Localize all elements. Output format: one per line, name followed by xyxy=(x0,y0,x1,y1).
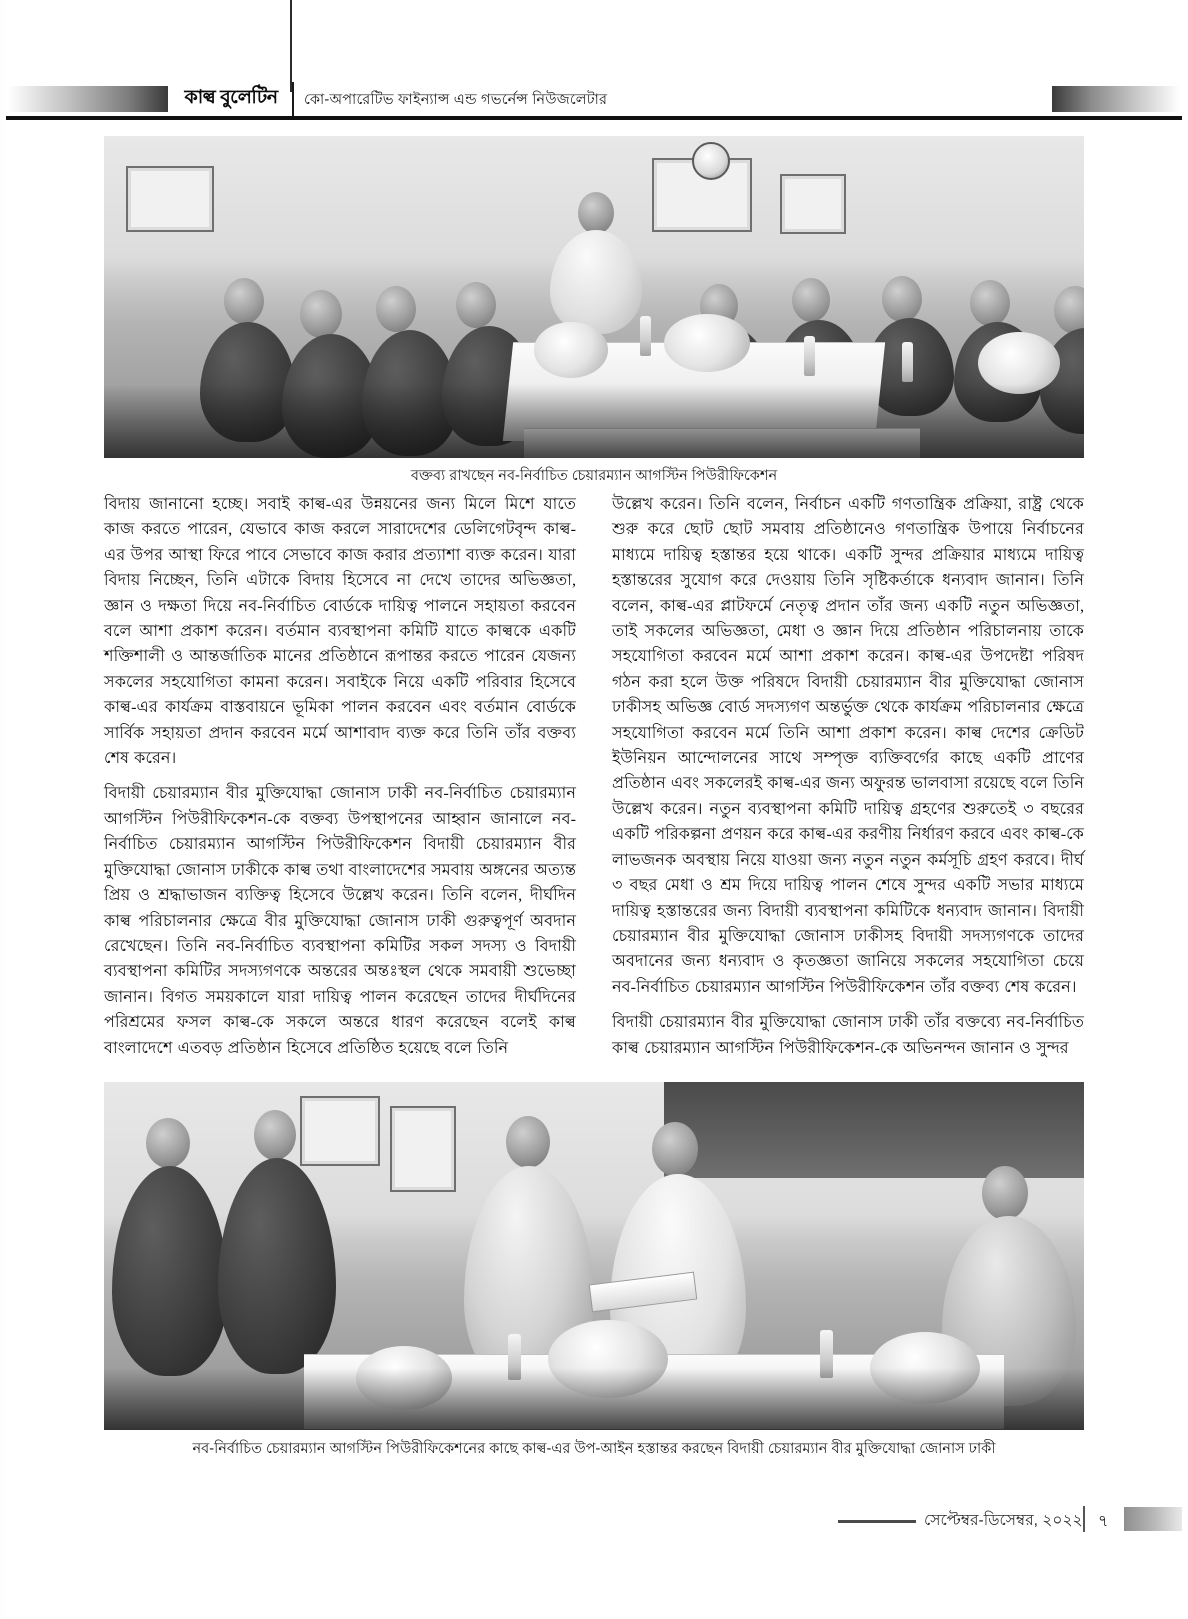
photo-person-head xyxy=(982,1166,1028,1220)
masthead-divider xyxy=(292,82,294,116)
photo-person-head xyxy=(376,286,416,332)
photo-person-head xyxy=(146,1118,190,1168)
photo-person-head xyxy=(224,278,264,324)
paragraph: বিদায়ী চেয়ারম্যান বীর মুক্তিযোদ্ধা জোনাস ঢাকী নব-নির্বাচিত চেয়ারম্যান আগস্টিন পিউরীফিকেশন-কে বক্তব্য উপস্থাপনের আহ্বান জানালে নব-নির্বাচিত চেয়ারম্যান আগস্টিন পিউরীফিকেশন বিদায়ী চেয়ারম্যান বীর মুক্তিযোদ্ধা জোনাস ঢাকীকে কাল্ব তথা বাংলাদেশের সমবায় অঙ্গনের অত্যন্ত প্রিয় ও শ্রদ্ধাভাজন ব্যক্তিত্ব হিসেবে উল্লেখ করেন। তিনি বলেন, দীর্ঘদিন কাল্ব পরিচালনার ক্ষেত্রে বীর মুক্তিযোদ্ধা জোনাস ঢাকী গুরুত্বপূর্ণ অবদান রেখেছেন। তিনি নব-নির্বাচিত ব্যবস্থাপনা কমিটির সকল সদস্য ও বিদায়ী ব্যবস্থাপনা কমিটির সদস্যগণকে অন্তরের অন্তঃস্থল থেকে সমবায়ী শুভেচ্ছা জানান। বিগত সময়কালে যারা দায়িত্ব পালন করেছেন তাদের দীর্ঘদিনের পরিশ্রমের ফসল কাল্ব-কে সকলে অন্তরে ধারণ করেছেন বলেই কাল্ব বাংলাদেশে এতবড় প্রতিষ্ঠান হিসেবে প্রতিষ্ঠিত হয়েছে বলে তিনি xyxy=(104,784,576,1057)
photo-person-head xyxy=(652,1122,698,1176)
figure-caption-top: বক্তব্য রাখছেন নব-নির্বাচিত চেয়ারম্যান আগস্টিন পিউরীফিকেশন xyxy=(410,468,778,484)
photo-water-bottle xyxy=(640,316,651,356)
photo-person-head xyxy=(578,192,614,234)
paragraph: বিদায়ী চেয়ারম্যান বীর মুক্তিযোদ্ধা জোনাস ঢাকী তাঁর বক্তব্যে নব-নির্বাচিত কাল্ব চেয়ারম্যান আগস্টিন পিউরীফিকেশন-কে অভিনন্দন জানান ও সুন্দর xyxy=(612,1013,1084,1057)
footer-issue-date: সেপ্টেম্বর-ডিসেম্বর, ২০২২ xyxy=(924,1512,1083,1529)
publication-logo: কাল্ব বুলেটিন xyxy=(184,87,278,108)
footer-rule xyxy=(838,1520,916,1523)
footer-separator xyxy=(1083,1506,1085,1532)
page-number: ৭ xyxy=(1098,1513,1109,1530)
photo-person-head xyxy=(300,290,342,338)
masthead-rule xyxy=(6,116,1182,120)
footer-gradient-bar xyxy=(1124,1507,1182,1531)
photo-foreground-shadow xyxy=(104,384,1084,458)
masthead-gradient-right xyxy=(1052,86,1180,112)
article-column-right xyxy=(612,492,1084,1072)
figure-caption-bottom: নব-নির্বাচিত চেয়ারম্যান আগস্টিন পিউরীফিকেশনের কাছে কাল্ব-এর উপ-আইন হস্তান্তর করছেন বিদায়ী চেয়ারম্যান বীর মুক্তিযোদ্ধা জোনাস ঢাকী xyxy=(192,1441,996,1457)
scan-edge-band xyxy=(0,0,8,1619)
photo-foreground-shadow xyxy=(104,1368,1084,1430)
photo-water-bottle xyxy=(902,342,913,382)
wall-clock-icon xyxy=(692,142,730,180)
masthead xyxy=(0,82,1188,118)
photo-wall-poster xyxy=(300,1096,380,1166)
photo-wall-poster xyxy=(780,174,846,234)
photo-water-bottle xyxy=(804,336,815,376)
crop-mark-line xyxy=(290,0,292,92)
photo-person-head xyxy=(506,1116,550,1168)
photo-handover-of-bylaws xyxy=(104,1082,1084,1430)
photo-person-head xyxy=(254,1110,296,1160)
article-column-left xyxy=(104,492,576,1072)
photo-wall-poster xyxy=(390,1106,456,1192)
photo-wall-poster xyxy=(126,166,214,232)
publication-subtitle: কো-অপারেটিভ ফাইন্যান্স এন্ড গভর্নেন্স নিউজলেটার xyxy=(304,92,608,108)
photo-back-wall-dark xyxy=(664,1082,1084,1178)
photo-person-head xyxy=(970,280,1010,326)
paragraph: উল্লেখ করেন। তিনি বলেন, নির্বাচন একটি গণতান্ত্রিক প্রক্রিয়া, রাষ্ট্র থেকে শুরু করে ছোট ছোট সমবায় প্রতিষ্ঠানেও গণতান্ত্রিক উপায়ে নির্বাচনের মাধ্যমে দায়িত্ব হস্তান্তর হয়ে থাকে। একটি সুন্দর প্রক্রিয়ার মাধ্যমে দায়িত্ব হস্তান্তরের সুযোগ করে দেওয়ায় তিনি সৃষ্টিকর্তাকে ধন্যবাদ জানান। তিনি বলেন, কাল্ব-এর প্লাটফর্মে নেতৃত্ব প্রদান তাঁর জন্য একটি নতুন অভিজ্ঞতা, তাই সকলের অভিজ্ঞতা, মেধা ও জ্ঞান দিয়ে প্রতিষ্ঠান পরিচালনায় তাকে সহযোগিতা করবেন মর্মে আশা প্রকাশ করেন। কাল্ব-এর উপদেষ্টা পরিষদ গঠন করা হলে উক্ত পরিষদে বিদায়ী চেয়ারম্যান বীর মুক্তিযোদ্ধা জোনাস ঢাকীসহ অভিজ্ঞ বোর্ড সদস্যগণ অন্তর্ভুক্ত থেকে কার্যক্রম পরিচালনার ক্ষেত্রে সহযোগিতা করবেন মর্মে তিনি আশা প্রকাশ করেন। কাল্ব দেশের ক্রেডিট ইউনিয়ন আন্দোলনের সাথে সম্পৃক্ত ব্যক্তিবর্গের কাছে একটি প্রাণের প্রতিষ্ঠান এবং সকলেরই কাল্ব-এর জন্য অফুরন্ত ভালবাসা রয়েছে বলে তিনি উল্লেখ করেন। নতুন ব্যবস্থাপনা কমিটি দায়িত্ব গ্রহণের শুরুতেই ৩ বছরের একটি পরিকল্পনা প্রণয়ন করে কাল্ব-এর করণীয় নির্ধারণ করবে এবং কাল্ব-কে লাভজনক অবস্থায় নিয়ে যাওয়া জন্য নতুন নতুন কর্মসূচি গ্রহণ করবে। দীর্ঘ ৩ বছর মেধা ও শ্রম দিয়ে দায়িত্ব পালন শেষে সুন্দর একটি সভার মাধ্যমে দায়িত্ব হস্তান্তরের জন্য বিদায়ী ব্যবস্থাপনা কমিটিকে ধন্যবাদ জানান। বিদায়ী চেয়ারম্যান বীর মুক্তিযোদ্ধা জোনাস ঢাকীসহ বিদায়ী সদস্যগণকে তাদের অবদানের জন্য ধন্যবাদ ও কৃতজ্ঞতা জানিয়ে সকলের সহযোগিতা চেয়ে নব-নির্বাচিত চেয়ারম্যান আগস্টিন পিউরীফিকেশন তাঁর বক্তব্য শেষ করেন। xyxy=(612,495,1084,996)
paragraph: বিদায় জানানো হচ্ছে। সবাই কাল্ব-এর উন্নয়নের জন্য মিলে মিশে যাতে কাজ করতে পারেন, যেভাবে কাজ করলে সারাদেশের ডেলিগেটবৃন্দ কাল্ব-এর উপর আস্থা ফিরে পাবে সেভাবে কাজ করার প্রত্যাশা ব্যক্ত করেন। যারা বিদায় নিচ্ছেন, তিনি এটাকে বিদায় হিসেবে না দেখে তাদের অভিজ্ঞতা, জ্ঞান ও দক্ষতা দিয়ে নব-নির্বাচিত বোর্ডকে দায়িত্ব পালনে সহায়তা করবেন বলে আশা প্রকাশ করেন। বর্তমান ব্যবস্থাপনা কমিটি যাতে কাল্বকে একটি শক্তিশালী ও আন্তর্জাতিক মানের প্রতিষ্ঠানে রূপান্তর করতে পারেন যেজন্য সকলের সহযোগিতা কামনা করেন। সবাইকে নিয়ে একটি পরিবার হিসেবে কাল্ব-এর কার্যক্রম বাস্তবায়নে ভূমিকা পালন করবেন এবং বর্তমান বোর্ডকে সার্বিক সহায়তা প্রদান করবেন মর্মে আশাবাদ ব্যক্ত করে তিনি তাঁর বক্তব্য শেষ করেন। xyxy=(104,495,576,768)
photo-flower-arrangement xyxy=(534,322,608,378)
photo-meeting-chairman-speaking xyxy=(104,136,1084,458)
photo-person-head xyxy=(456,282,496,328)
photo-person-head xyxy=(792,278,830,322)
masthead-gradient-left xyxy=(8,86,168,112)
photo-flower-arrangement xyxy=(664,314,750,372)
photo-person-head xyxy=(882,276,922,322)
page-footer xyxy=(0,1506,1188,1540)
article-body xyxy=(104,492,1084,1072)
